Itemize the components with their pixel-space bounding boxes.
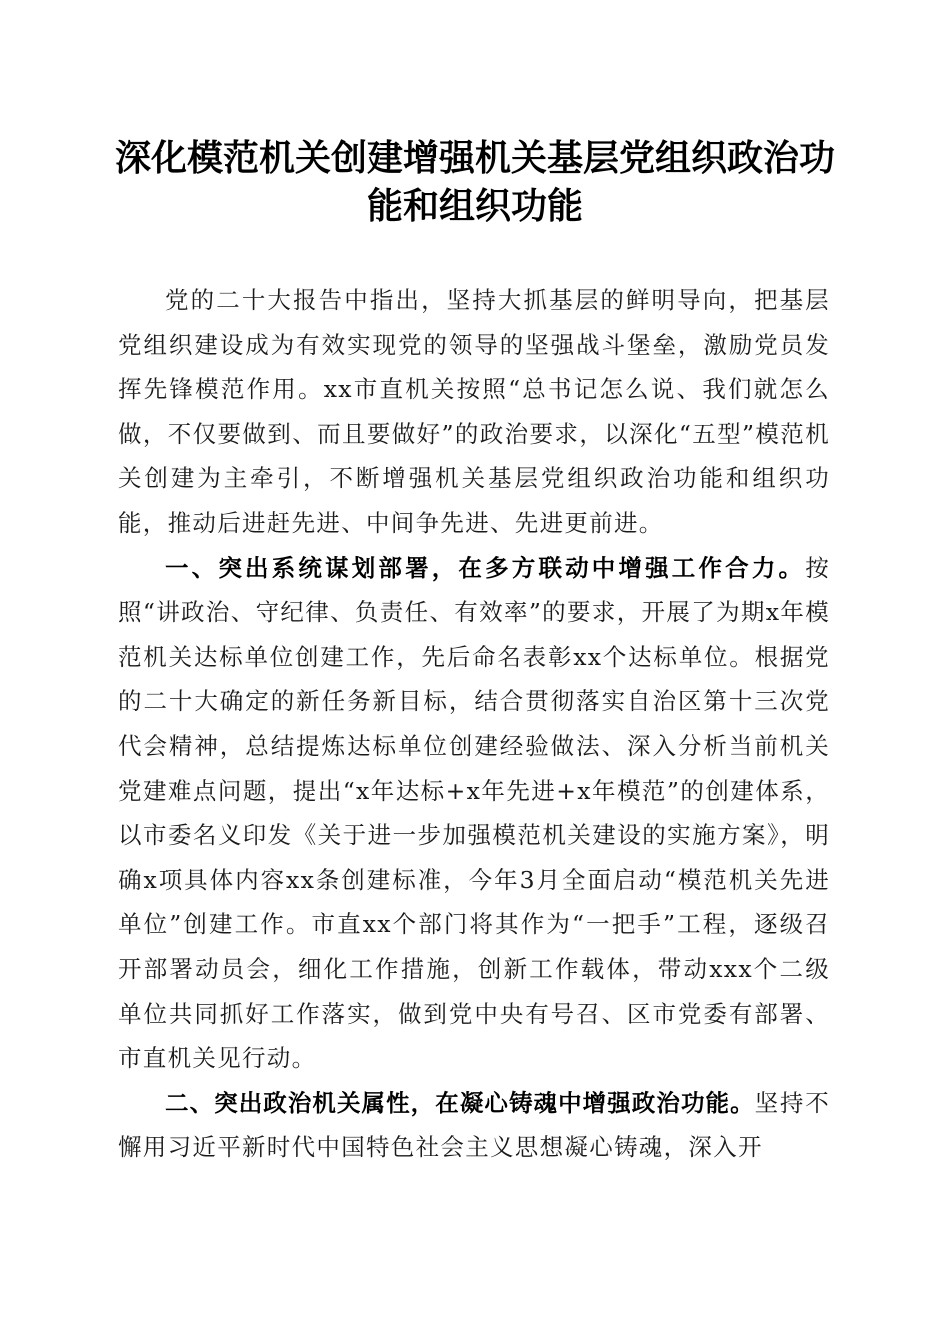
section-heading-1: 一、突出系统谋划部署，在多方联动中增强工作合力。 [165, 553, 806, 582]
document-body [118, 278, 830, 1170]
paragraph-text: 坚持不懈用习近平新时代中国特色社会主义思想凝心铸魂，深入开 [118, 1088, 830, 1162]
paragraph-section-2 [118, 1081, 830, 1170]
paragraph-section-1 [118, 546, 830, 1081]
paragraph-intro [118, 278, 830, 546]
document-title: 深化模范机关创建增强机关基层党组织政治功能和组织功能 [114, 137, 835, 227]
paragraph-text: 按照“讲政治、守纪律、负责任、有效率”的要求，开展了为期x年模范机关达标单位创建工作，先后命名表彰xx个达标单位。根据党的二十大确定的新任务新目标，结合贯彻落实自治区第十三次党代会精神，总结提炼达标单位创建经验做法、深入分析当前机关党建难点问题，提出“x年达标+x年先进+x年模范”的创建体系，以市委名义印发《关于进一步加强模范机关建设的实施方案》，明确x项具体内容xx条创建标准，今年3月全面启动“模范机关先进单位”创建工作。市直xx个部门将其作为“一把手”工程，逐级召开部署动员会，细化工作措施，创新工作载体，带动xxx个二级单位共同抓好工作落实，做到党中央有号召、区市党委有部署、市直机关见行动。 [118, 553, 830, 1073]
section-heading-2: 二、突出政治机关属性，在凝心铸魂中增强政治功能。 [165, 1088, 755, 1117]
paragraph-text: 党的二十大报告中指出，坚持大抓基层的鲜明导向，把基层党组织建设成为有效实现党的领导的坚强战斗堡垒，激励党员发挥先锋模范作用。xx市直机关按照“总书记怎么说、我们就怎么做，不仅要做到、而且要做好”的政治要求，以深化“五型”模范机关创建为主牵引，不断增强机关基层党组织政治功能和组织功能，推动后进赶先进、中间争先进、先进更前进。 [118, 286, 830, 537]
